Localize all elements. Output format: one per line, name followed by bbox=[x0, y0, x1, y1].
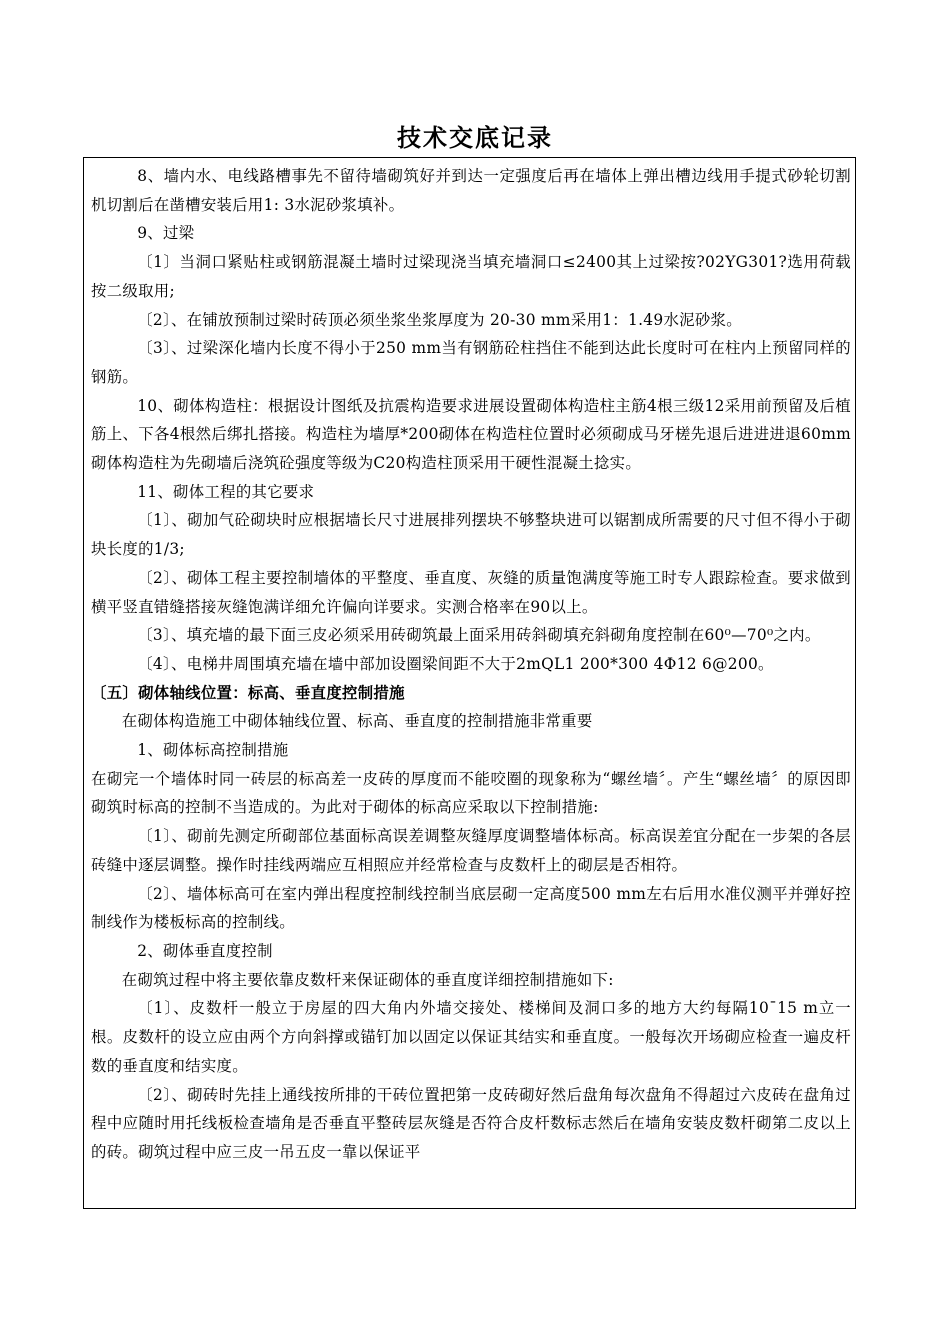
paragraph: 〔1〕、砌前先测定所砌部位基面标高误差调整灰缝厚度调整墙体标高。标高误差宜分配在一步架的各层砖缝中逐层调整。操作时挂线两端应互相照应并经常检查与皮数杆上的砌层是否相符。 bbox=[91, 827, 851, 874]
paragraph: 〔3〕、填充墙的最下面三皮必须采用砖砌筑最上面采用砖斜砌填充斜砌角度控制在60⁰—70⁰之内。 bbox=[137, 626, 821, 645]
paragraph: 〔4〕、电梯井周围填充墙在墙中部加设圈梁间距不大于2mQL1 200*300 4Φ12 6@200。 bbox=[137, 654, 774, 673]
paragraph: 〔2〕、砌体工程主要控制墙体的平整度、垂直度、灰缝的质量饱满度等施工时专人跟踪检查。要求做到横平竖直错缝搭接灰缝饱满详细允许偏向详要求。实测合格率在90以上。 bbox=[91, 568, 851, 616]
paragraph: 〔1〕、砌加气砼砌块时应根据墙长尺寸进展排列摆块不够整块进可以锯割成所需要的尺寸但不得小于砌块长度的1/3; bbox=[91, 511, 851, 559]
paragraph: 〔1〕、皮数杆一般立于房屋的四大角内外墙交接处、楼梯间及洞口多的地方大约每隔10¯15 m立一根。皮数杆的设立应由两个方向斜撑或锚钉加以固定以保证其结实和垂直度。一般每次开场砌应检查一遍皮杆数的垂直度和结实度。 bbox=[91, 999, 851, 1075]
section-heading: 〔五〕砌体轴线位置：标高、垂直度控制措施 bbox=[91, 683, 405, 702]
paragraph: 9、过梁 bbox=[137, 224, 195, 243]
paragraph: 〔1〕当洞口紧贴柱或钢筋混凝土墙时过梁现浇当填充墙洞口≤2400其上过梁按?02YG301?选用荷载按二级取用; bbox=[91, 253, 851, 300]
paragraph: 11、砌体工程的其它要求 bbox=[137, 482, 315, 501]
paragraph: 〔2〕、砌砖时先挂上通线按所排的干砖位置把第一皮砖砌好然后盘角每次盘角不得超过六皮砖在盘角过程中应随时用托线板检查墙角是否垂直平整砖层灰缝是否符合皮杆数标志然后在墙角安装皮数杆砌第二皮以上的砖。砌筑过程中应三皮一吊五皮一靠以保证平 bbox=[91, 1085, 851, 1161]
paragraph: 2、砌体垂直度控制 bbox=[137, 941, 273, 960]
content-body bbox=[84, 158, 855, 1167]
content-box bbox=[83, 157, 856, 1209]
paragraph: 〔3〕、过梁深化墙内长度不得小于250 mm当有钢筋砼柱挡住不能到达此长度时可在柱内上预留同样的钢筋。 bbox=[91, 339, 851, 386]
paragraph: 在砌完一个墙体时同一砖层的标高差一皮砖的厚度而不能咬圈的现象称为“螺丝墙〞。产生“螺丝墙〞的原因即砌筑时标高的控制不当造成的。为此对于砌体的标高应采取以下控制措施: bbox=[91, 769, 851, 817]
paragraph: 〔2〕、在铺放预制过梁时砖顶必须坐浆坐浆厚度为 20-30 mm采用1：1.49水泥砂浆。 bbox=[137, 310, 742, 329]
paragraph: 在砌筑过程中将主要依靠皮数杆来保证砌体的垂直度详细控制措施如下: bbox=[121, 970, 614, 989]
paragraph: 〔2〕、墙体标高可在室内弹出程度控制线控制当底层砌一定高度500 mm左右后用水准仪测平并弹好控制线作为楼板标高的控制线。 bbox=[91, 884, 851, 932]
page-title: 技术交底记录 bbox=[397, 124, 553, 152]
paragraph: 10、砌体构造柱：根据设计图纸及抗震构造要求进展设置砌体构造柱主筋4根三级12采用前预留及后植筋上、下各4根然后绑扎搭接。构造柱为墙厚*200砌体在构造柱位置时必须砌成马牙槎先退后进进进退60mm砌体构造柱为先砌墙后浇筑砼强度等级为C20构造柱顶采用干硬性混凝土捻实。 bbox=[91, 396, 851, 473]
paragraph: 在砌体构造施工中砌体轴线位置、标高、垂直度的控制措施非常重要 bbox=[121, 712, 593, 731]
paragraph: 1、砌体标高控制措施 bbox=[137, 741, 289, 760]
paragraph: 8、墙内水、电线路槽事先不留待墙砌筑好并到达一定强度后再在墙体上弹出槽边线用手提式砂轮切割机切割后在凿槽安装后用1: 3水泥砂浆填补。 bbox=[91, 167, 851, 214]
